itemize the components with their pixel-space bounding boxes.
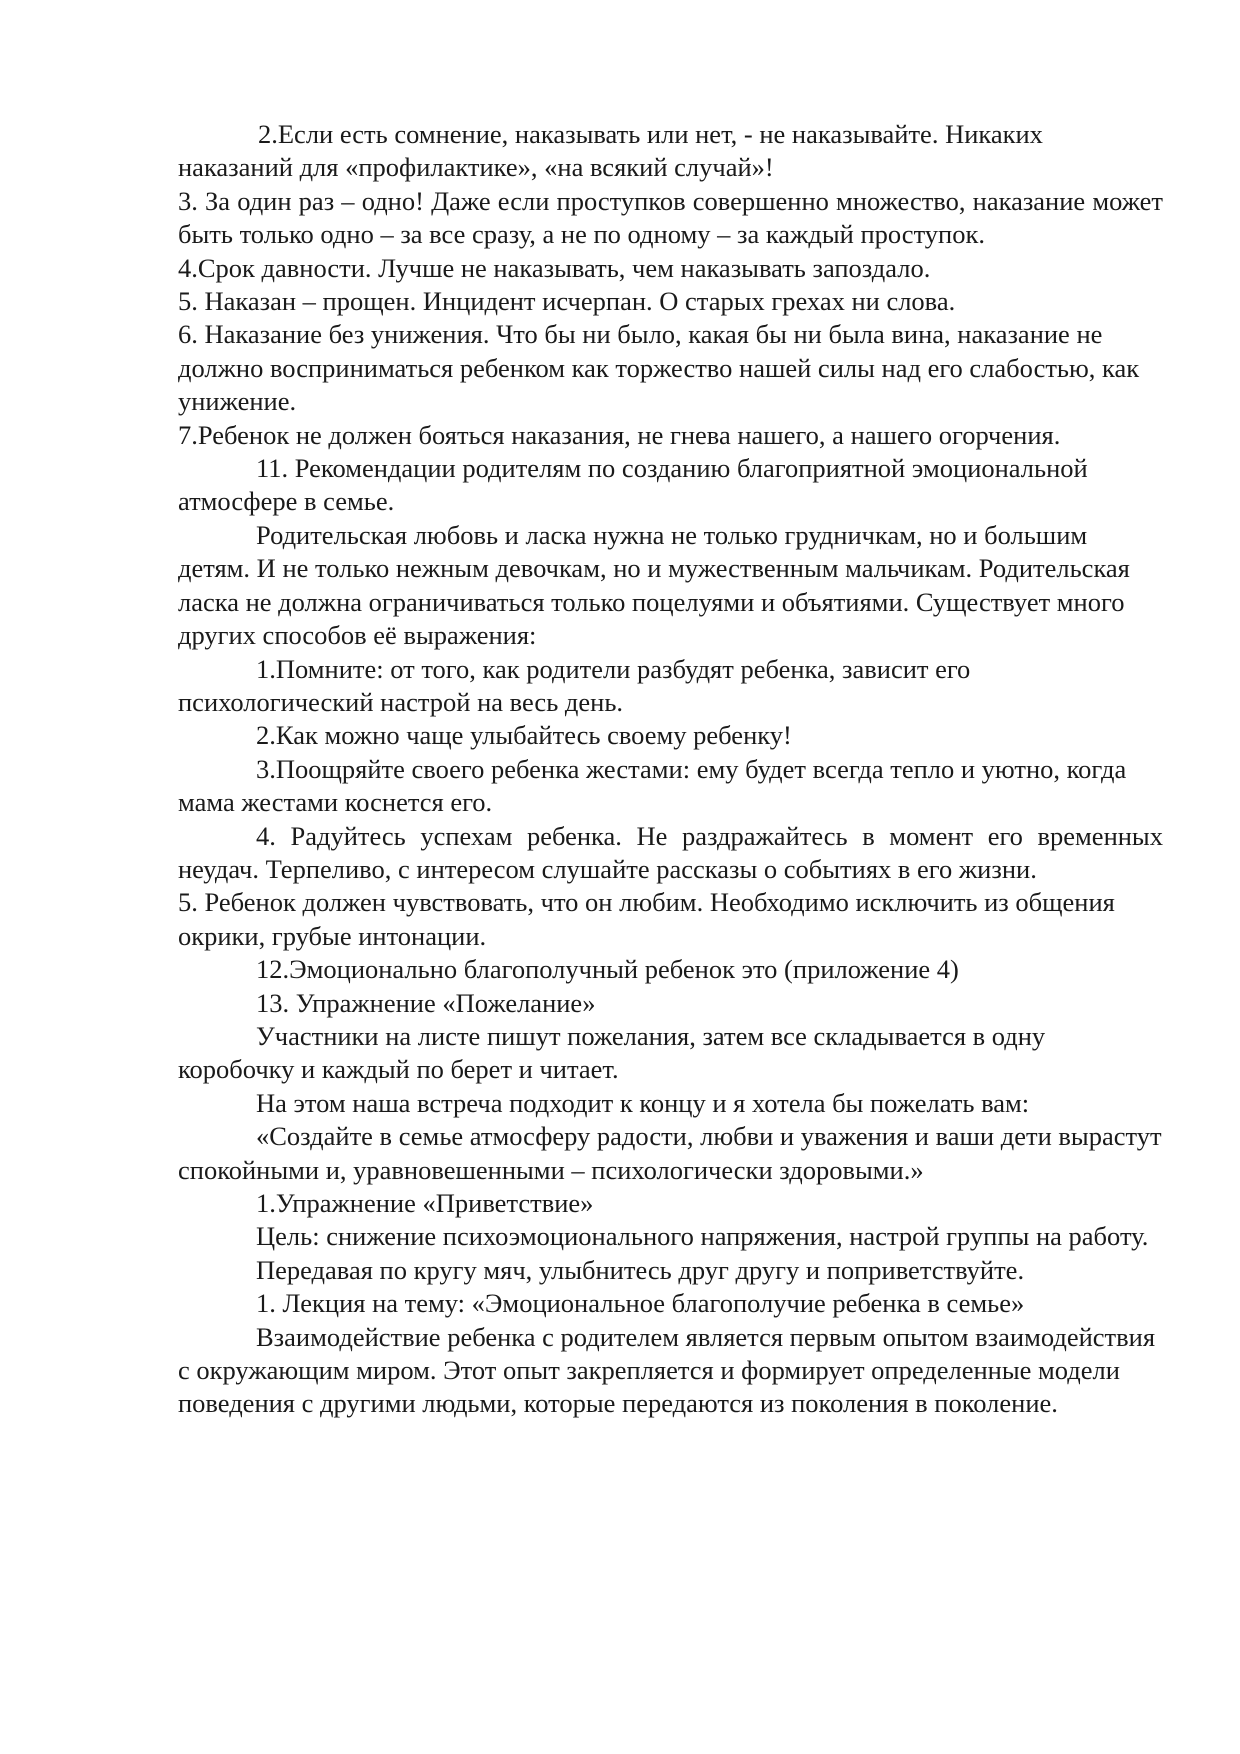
parental-love-paragraph: Родительская любовь и ласка нужна не только грудничкам, но и большим детям. И не только нежным девочкам, но и мужественным мальчикам. Родительская ласка не должна ограничиваться только поцелуями и объятиями. Существует много других способов её выражения: [178, 519, 1130, 651]
section-13-heading: 13. Упражнение «Пожелание» [256, 987, 596, 1018]
section-12-line: 12.Эмоционально благополучный ребенок это (приложение 4) [256, 954, 959, 985]
closing-intro-paragraph: На этом наша встреча подходит к концу и я хотела бы пожелать вам: [256, 1087, 1030, 1118]
lecture-heading: 1. Лекция на тему: «Эмоциональное благополучие ребенка в семье» [256, 1288, 1025, 1319]
rule-6-paragraph: 6. Наказание без унижения. Что бы ни было, какая бы ни была вина, наказание не должно восприниматься ребенком как торжество нашей силы над его слабостью, как унижение. [178, 319, 1140, 417]
closing-wish-paragraph: «Создайте в семье атмосферу радости, любви и уважения и ваши дети вырастут спокойными и, уравновешенными – психологически здоровыми.» [178, 1121, 1162, 1185]
rule-4-paragraph: 4.Срок давности. Лучше не наказывать, чем наказывать запоздало. [178, 252, 931, 283]
rule-2-paragraph: 2.Если есть сомнение, наказывать или нет, - не наказывайте. Никаких наказаний для «профилактике», «на всякий случай»! [178, 119, 1043, 183]
interaction-paragraph: Взаимодействие ребенка с родителем является первым опытом взаимодействия с окружающим миром. Этот опыт закрепляется и формирует определенные модели поведения с другими людьми, которые передаются из поколения в поколение. [178, 1321, 1156, 1419]
tip-3-paragraph: 3.Поощряйте своего ребенка жестами: ему будет всегда тепло и уютно, когда мама жестами коснется его. [178, 753, 1127, 818]
ball-passing-paragraph: Передавая по кругу мяч, улыбнитесь друг другу и поприветствуйте. [256, 1254, 1025, 1285]
rule-3-paragraph: 3. За один раз – одно! Даже если проступков совершенно множество, наказание может быть только одно – за все сразу, а не по одному – за каждый проступок. [178, 185, 1163, 250]
rule-5-paragraph: 5. Наказан – прощен. Инцидент исчерпан. О старых грехах ни слова. [178, 286, 956, 317]
tip-1-paragraph: 1.Помните: от того, как родители разбудят ребенка, зависит его психологический настрой на весь день. [178, 653, 971, 717]
wish-exercise-paragraph: Участники на листе пишут пожелания, затем все складывается в одну коробочку и каждый по берет и читает. [178, 1020, 1046, 1085]
section-11-heading: 11. Рекомендации родителям по созданию благоприятной эмоциональной атмосфере в семье. [178, 453, 1088, 517]
greeting-exercise-heading: 1.Упражнение «Приветствие» [256, 1188, 594, 1218]
document-body [178, 118, 1163, 1421]
rule-7-paragraph: 7.Ребенок не должен бояться наказания, не гнева нашего, а нашего огорчения. [178, 419, 1061, 450]
tip-2-paragraph: 2.Как можно чаще улыбайтесь своему ребенку! [256, 720, 792, 751]
tip-5-paragraph: 5. Ребенок должен чувствовать, что он любим. Необходимо исключить из общения окрики, грубые интонации. [178, 887, 1115, 951]
tip-4-paragraph: 4. Радуйтесь успехам ребенка. Не раздражайтесь в момент его временных неудач. Терпеливо, с интересом слушайте рассказы о событиях в его жизни. [178, 820, 1163, 884]
goal-paragraph: Цель: снижение психоэмоционального напряжения, настрой группы на работу. [256, 1221, 1149, 1252]
